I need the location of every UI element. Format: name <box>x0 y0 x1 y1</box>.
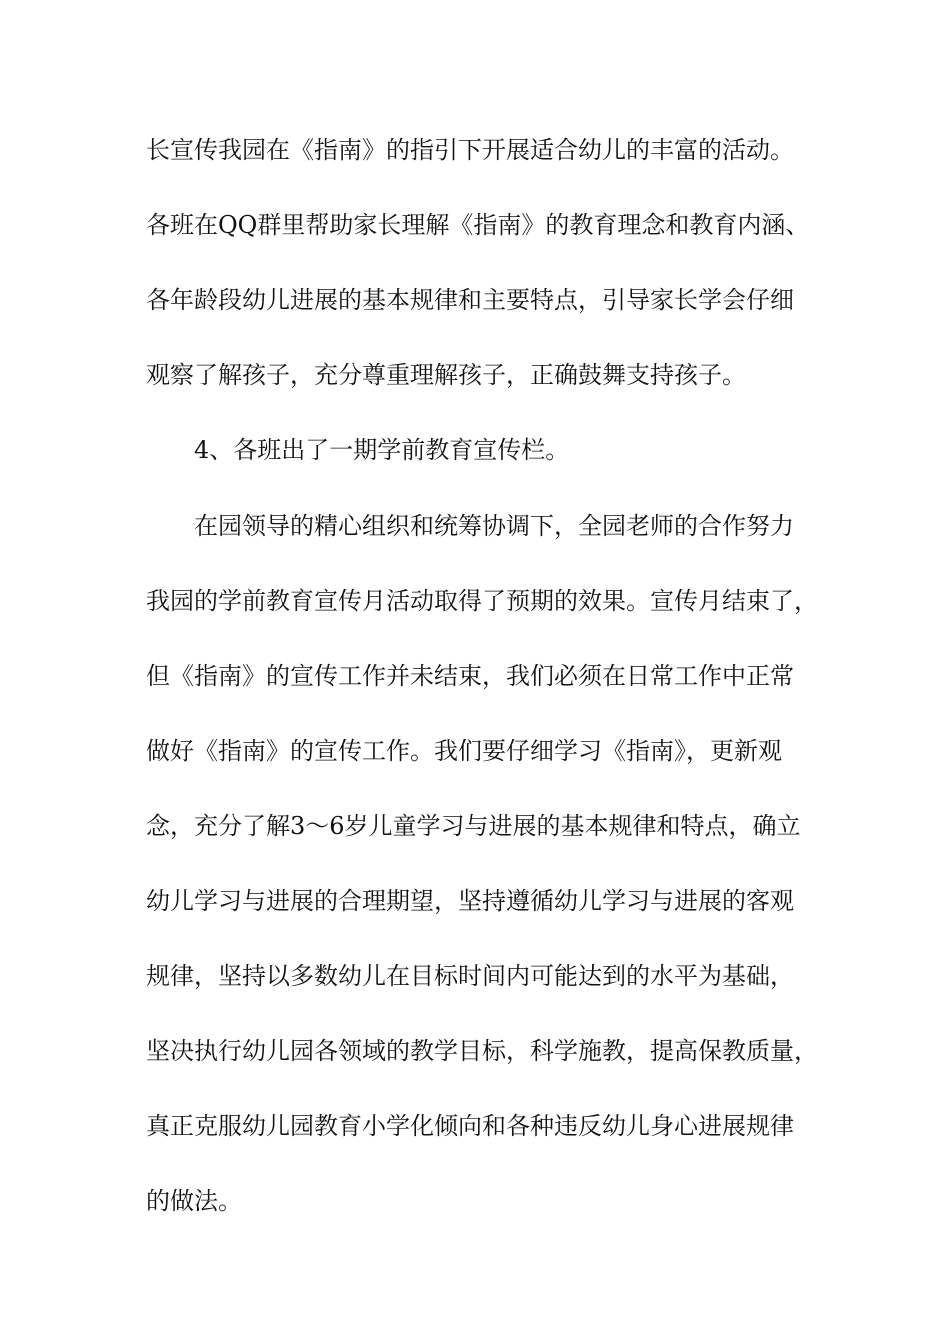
text-line: 各班在QQ群里帮助家长理解《指南》的教育理念和教育内涵、 <box>146 211 810 239</box>
text-line: 规律，坚持以多数幼儿在目标时间内可能达到的水平为基础， <box>146 962 794 990</box>
text-line: 念，充分了解3～6岁儿童学习与进展的基本规律和特点，确立 <box>146 812 801 840</box>
text-line: 坚决执行幼儿园各领域的教学目标，科学施教，提高保教质量， <box>146 1037 818 1065</box>
text-line: 各年龄段幼儿进展的基本规律和主要特点，引导家长学会仔细 <box>146 286 794 314</box>
text-line: 的做法。 <box>146 1187 242 1215</box>
text-line: 真正克服幼儿园教育小学化倾向和各种违反幼儿身心进展规律 <box>146 1112 794 1140</box>
text-line: 做好《指南》的宣传工作。我们要仔细学习《指南》，更新观 <box>146 737 782 765</box>
text-line: 4、各班出了一期学前教育宣传栏。 <box>194 436 570 464</box>
text-line: 长宣传我园在《指南》的指引下开展适合幼儿的丰富的活动。 <box>146 136 794 164</box>
text-line: 在园领导的精心组织和统筹协调下，全园老师的合作努力 <box>194 512 794 540</box>
text-line: 观察了解孩子，充分尊重理解孩子，正确鼓舞支持孩子。 <box>146 361 746 389</box>
text-line: 但《指南》的宣传工作并未结束，我们必须在日常工作中正常 <box>146 662 794 690</box>
text-line: 幼儿学习与进展的合理期望，坚持遵循幼儿学习与进展的客观 <box>146 887 794 915</box>
text-line: 我园的学前教育宣传月活动取得了预期的效果。宣传月结束了， <box>146 587 818 615</box>
